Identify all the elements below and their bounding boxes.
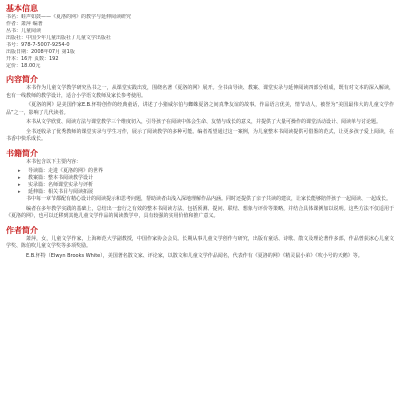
section-title-author-intro: 作者简介 [6, 225, 38, 235]
meta-line: 开本：16开 页数：192 [6, 56, 59, 62]
paragraph-text: 本书包含以下主要内容： [26, 158, 82, 165]
meta-line: 作者：萧萍 编著 [6, 21, 43, 27]
list-item: ▸ 延伸篇：相关书目与阅读拓展 [6, 189, 394, 196]
paragraph [6, 196, 394, 204]
paragraph [6, 129, 394, 144]
section-title-content-summary: 内容简介 [6, 75, 38, 84]
meta-line: 定价：18.00元 [6, 63, 41, 69]
paragraph [6, 159, 394, 167]
section-title-basic-info: 基本信息 [6, 4, 38, 13]
paragraph [6, 102, 394, 117]
paragraph-text: 全书还收录了优秀教师的课堂实录与学生习作，展示了阅读教学的多种可能。编者希望通过这一案例，为儿童整本书阅读提供可借鉴的范式，让更多孩子爱上阅读，在书香中快乐成长。 [6, 128, 394, 142]
paragraph-text: 《夏洛的网》是美国作家E.B.怀特创作的经典童话，讲述了小猪威尔伯与蜘蛛夏洛之间真挚友谊的故事。作品语言优美，情节动人，被誉为“美国最伟大的儿童文学作品”之一，影响了几代读者。 [6, 102, 394, 116]
paragraph-text: 书中每一章节都配有精心设计的阅读提示和思考问题，帮助读者由浅入深地理解作品内涵。同时还提供了亲子共读的建议，让家长能够陪伴孩子一起阅读、一起成长。 [26, 196, 392, 202]
paragraph [6, 85, 394, 100]
meta-line: 出版日期：2008年07月 第1版 [6, 49, 75, 55]
paragraph [6, 236, 394, 251]
meta-block [6, 14, 394, 70]
meta-line: 书名：蛙声如鼓——《夏洛的网》的教学与延伸阅读研究 [6, 14, 132, 20]
meta-line: 出版社：中国少年儿童出版社 / 儿童文学出版社 [6, 35, 111, 41]
meta-line: 书号：978-7-5007-9254-0 [6, 42, 70, 48]
section-title-book-intro: 书籍简介 [6, 148, 38, 158]
list-item: ▸ 导读篇：走进《夏洛的网》的世界 [6, 168, 394, 175]
paragraph-text: 编者在多年教学实践的基础上，总结出一套行之有效的整本书阅读方法，包括预测、提问、联结、想象与评价等策略，并结合具体课例加以说明。这些方法不仅适用于《夏洛的网》，也可以迁移到其他儿童文学作品的阅读教学中，具有较强的实用价值和推广意义。 [6, 205, 394, 219]
paragraph-text: 本书从文学欣赏、阅读方法与课堂教学三个维度切入，引导孩子在阅读中体会生命、友情与成长的意义，并提供了大量可操作的课堂活动设计、阅读单与讨论题。 [26, 119, 382, 125]
list-item: ▸ 实录篇：名师课堂实录与评析 [6, 182, 394, 189]
paragraph [6, 119, 394, 127]
paragraph-text: 本书作为儿童文学教学研究丛书之一，从课堂实践出发，围绕名著《夏洛的网》展开。全书由导读、教案、课堂实录与延伸阅读四部分组成，既有对文本的深入解读，也有一线教师的教学设计，适合小学语文教师及家长参考使用。 [6, 85, 394, 99]
meta-line: 丛书：儿童阅读 [6, 28, 42, 34]
paragraph-text: E.B.怀特（Elwyn Brooks White），美国著名散文家、评论家，以散文和儿童文学作品闻名，代表作有《夏洛的网》《精灵鼠小弟》《吹小号的天鹅》等。 [26, 252, 363, 259]
paragraph [6, 253, 394, 261]
paragraph-text: 萧萍，女，儿童文学作家，上海师范大学副教授，中国作家协会会员。长期从事儿童文学创作与研究，出版有童话、诗歌、散文及理论著作多部，作品曾获冰心儿童文学奖、陈伯吹儿童文学奖等多项奖励。 [6, 235, 394, 249]
paragraph [6, 206, 394, 221]
list-item: ▸ 教案篇：整本书阅读教学设计 [6, 175, 394, 182]
